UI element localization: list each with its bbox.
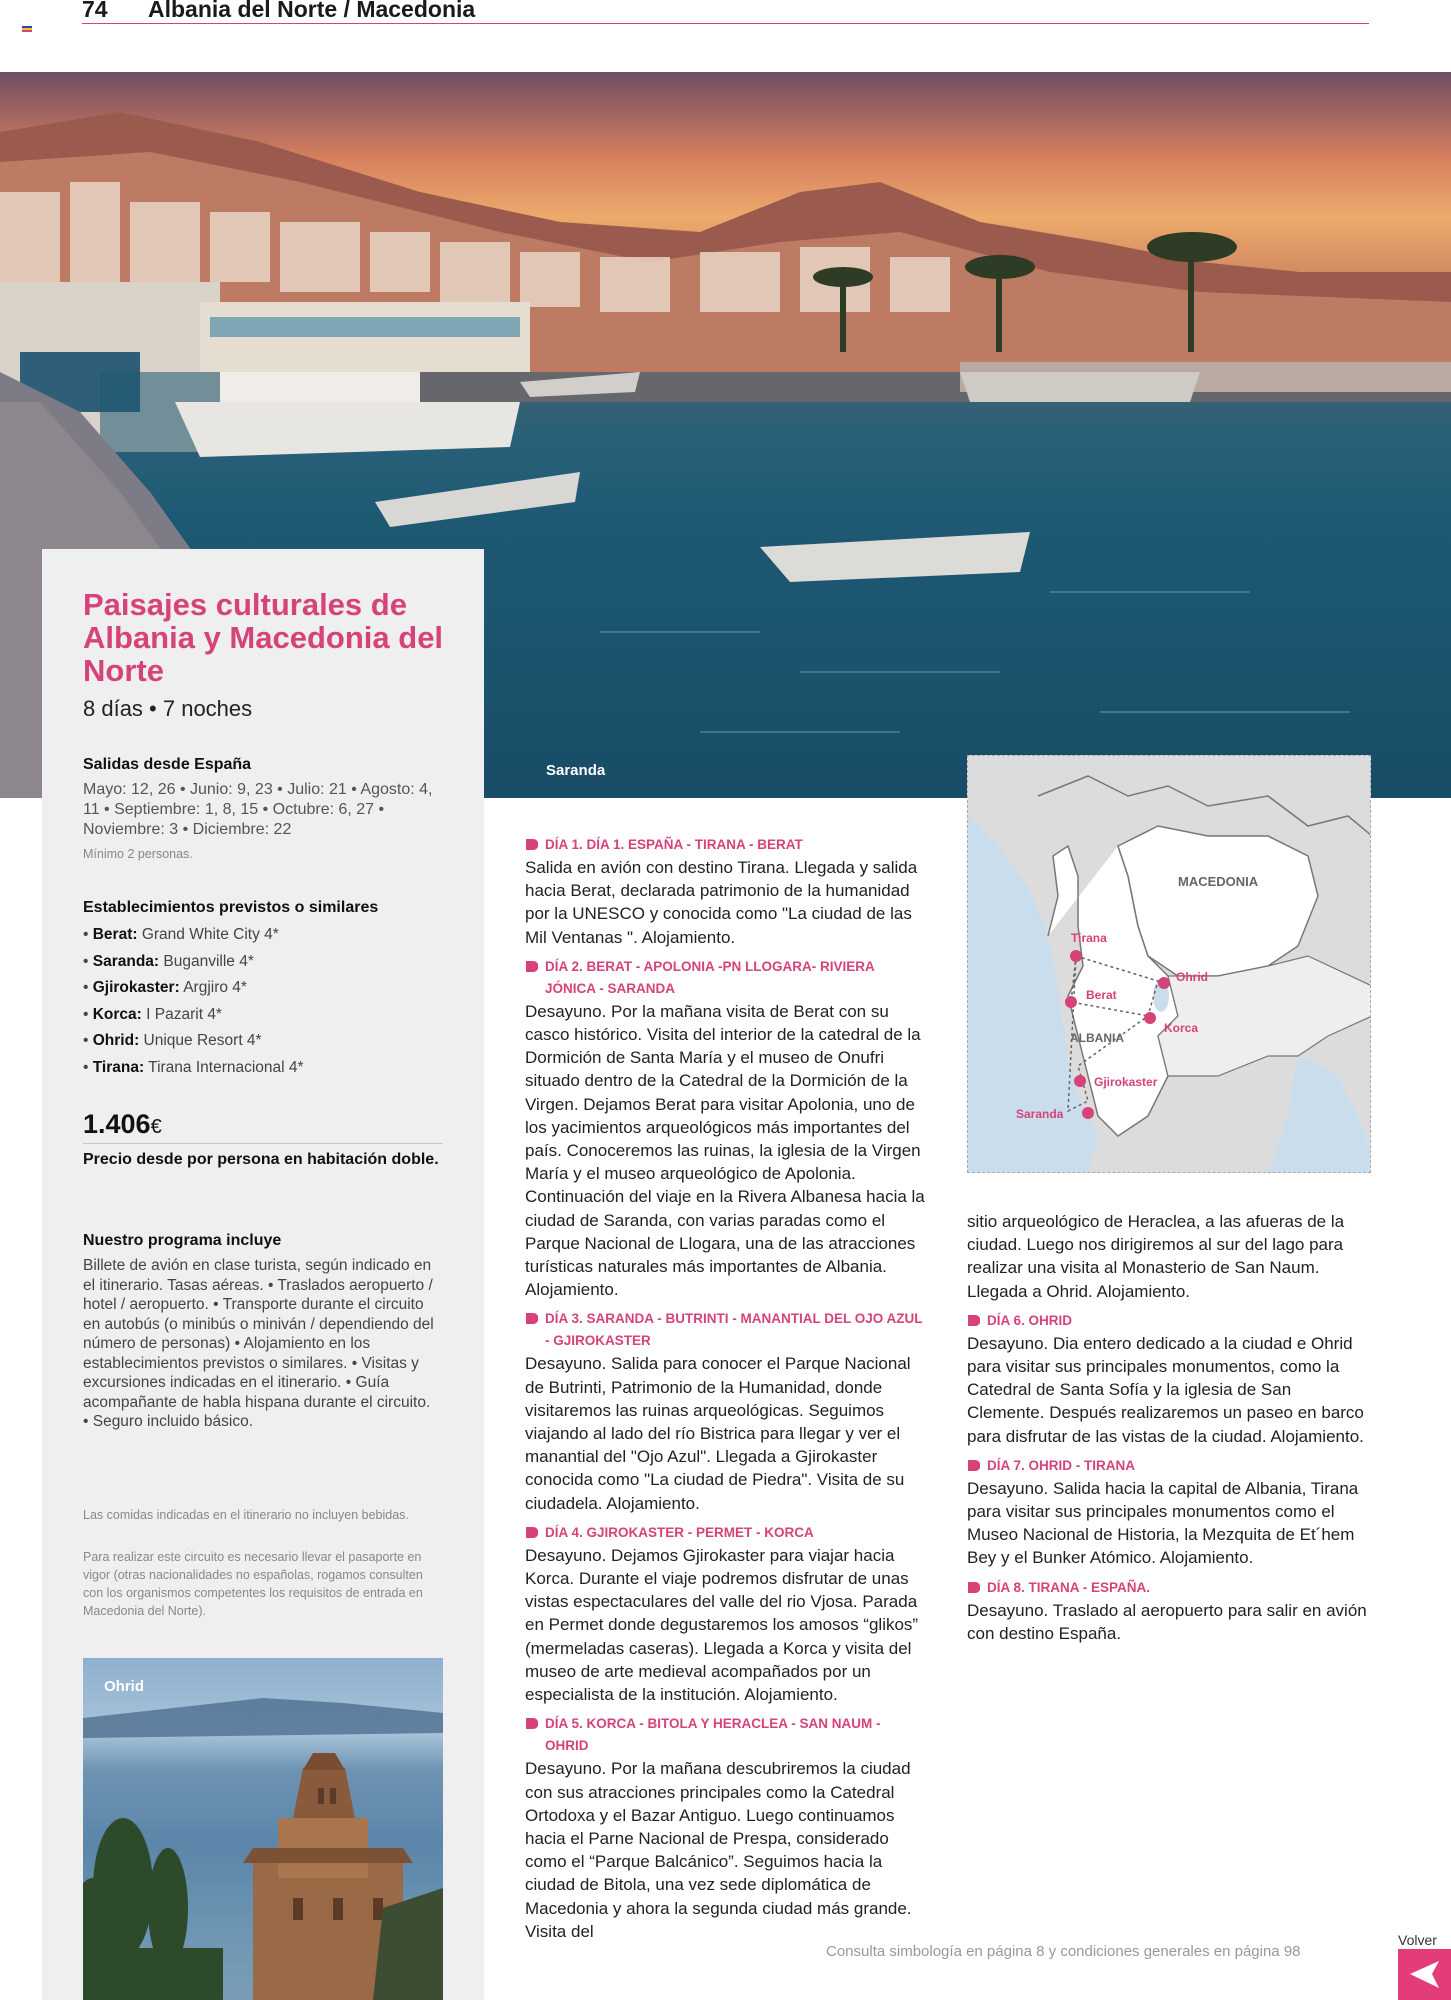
day-text: sitio arqueológico de Heraclea, a las afueras de la ciudad. Luego nos dirigiremos al sur del lago para realizar una visita al Monasterio de San Naum. Llegada a Ohrid. Alojamiento. — [967, 1212, 1345, 1301]
bullet-icon — [967, 1581, 980, 1594]
page-header — [0, 0, 1451, 30]
day-text: Salida en avión con destino Tirana. Llegada y salida hacia Berat, declarada patrimonio de la humanidad por la UNESCO y conocida como "La ciudad de las Mil Ventanas ". Alojamiento. — [525, 858, 918, 947]
day-text: Desayuno. Dia entero dedicado a la ciudad e Ohrid para visitar sus principales monumentos, como la Catedral de Santa Sofía y la iglesia de San Clemente. Después realizaremos un paseo en barco para disfrutar de las vistas de la ciudad. Alojamiento. — [967, 1333, 1364, 1446]
bullet-icon — [967, 1459, 980, 1472]
bullet-icon — [967, 1314, 980, 1327]
hero-caption: Saranda — [546, 762, 606, 779]
day-heading: DÍA 7. OHRID - TIRANA — [967, 1455, 1371, 1477]
flag-icon — [22, 26, 32, 32]
ohrid-caption: Ohrid — [104, 1678, 144, 1695]
day-heading: DÍA 6. OHRID — [967, 1310, 1371, 1332]
bullet-icon — [525, 1717, 538, 1730]
list-item: • Saranda: Buganville 4* — [83, 952, 254, 970]
day-text: Desayuno. Salida hacia la capital de Albania, Tirana para visitar sus principales monumentos como el Museo Nacional de Historia, la Mezquita de Et´hem Bey y el Bunker Atómico. Alojamiento. — [967, 1478, 1359, 1568]
day-heading: DÍA 2. BERAT - APOLONIA -PN LLOGARA- RIVIERA JÓNICA - SARANDA — [525, 956, 927, 1000]
includes-heading: Nuestro programa incluye — [83, 1232, 282, 1249]
list-item: • Berat: Grand White City 4* — [83, 926, 279, 943]
header-divider — [82, 23, 1369, 24]
map-label-macedonia: MACEDONIA — [1178, 874, 1259, 889]
price-currency: € — [150, 1116, 162, 1138]
back-label[interactable]: Volver — [1398, 1932, 1437, 1948]
day-text: Desayuno. Por la mañana visita de Berat con su casco histórico. Visita del interior de la catedral de la Dormición de Santa María y el museo de Onufri situado dentro de la Catedral de la Dormición de la Virgen. Dejamos Berat para visitar Apolonia, uno de los yacimientos arqueológicos más importantes del país. Conoceremos las ruinas, la iglesia de la Virgen María y el museo arqueológico de Apolonia. Continuación del viaje en la Rivera Albanesa hacia la ciudad de Saranda, con varias paradas como el Parque Nacional de Llogara, una de las atracciones turísticas naturales más importantes de Albania. Alojamiento. — [525, 1001, 925, 1300]
price-divider — [83, 1143, 443, 1144]
day-heading: DÍA 5. KORCA - BITOLA Y HERACLEA - SAN NAUM - OHRID — [525, 1713, 927, 1757]
trip-title: Paisajes culturales de Albania y Macedonia del Norte — [83, 587, 444, 688]
day-text: Desayuno. Dejamos Gjirokaster para viajar hacia Korca. Durante el viaje podremos disfrutar de unas vistas espectaculares del valle del rio Vjosa. Parada en Permet donde degustaremos los amosos “glikos” (mermeladas caseras). Llegada a Korca y visita del museo de arte medieval acompañados por un especialista de la institución. Alojamiento. — [525, 1545, 919, 1705]
back-arrow-icon — [1410, 1961, 1439, 1988]
map-label-albania: ALBANIA — [1070, 1031, 1124, 1045]
departures-heading: Salidas desde España — [83, 756, 252, 773]
day-text: Desayuno. Salida para conocer el Parque Nacional de Butrinti, Patrimonio de la Humanidad, donde visitaremos las ruinas arqueológicas. Seguimos viajando al lado del río Bistrica para llegar y ver el manantial del "Ojo Azul". Llegada a Gjirokaster conocida como "La ciudad de Piedra". Visita de su ciudadela. Alojamiento. — [525, 1354, 911, 1513]
map-city-tirana: Tirana — [1071, 931, 1107, 945]
itinerary-column-1 — [525, 834, 927, 1950]
day-text: Desayuno. Por la mañana descubriremos la ciudad con sus atracciones principales como la Catedral Ortodoxa y el Bazar Antiguo. Luego continuamos hacia el Parne Nacional de Prespa, considerado como el “Parque Balcánico”. Seguimos hacia la ciudad de Bitola, una vez sede diplomática de Macedonia y ahora la segunda ciudad más grande. Visita del — [525, 1759, 912, 1941]
map-city-ohrid: Ohrid — [1176, 970, 1208, 984]
route-map — [967, 755, 1371, 1173]
page-title: Albania del Norte / Macedonia — [148, 0, 476, 22]
departures-dates: Mayo: 12, 26 • Junio: 9, 23 • Julio: 21 • Agosto: 4, 11 • Septiembre: 1, 8, 15 • Octubre: 6, 27 • Noviembre: 3 • Diciembre: 22 — [83, 781, 433, 838]
price-amount: 1.406 — [83, 1109, 151, 1139]
list-item: • Gjirokaster: Argjiro 4* — [83, 979, 247, 997]
footer-note: Consulta simbología en página 8 y condiciones generales en página 98 — [826, 1943, 1301, 1960]
bullet-icon — [525, 1526, 538, 1539]
day-heading: DÍA 1. DÍA 1. ESPAÑA - TIRANA - BERAT — [525, 834, 927, 856]
meals-note: Las comidas indicadas en el itinerario no incluyen bebidas. — [83, 1508, 409, 1522]
day-text: Desayuno. Traslado al aeropuerto para salir en avión con destino España. — [967, 1600, 1367, 1643]
map-city-saranda: Saranda — [1016, 1107, 1064, 1121]
ohrid-photo — [83, 1658, 443, 2000]
hotels-heading: Establecimientos previstos o similares — [83, 899, 379, 916]
includes-text: Billete de avión en clase turista, según indicado en el itinerario. Tasas aéreas. • Traslados aeropuerto / hotel / aeropuerto. • Transporte durante el circuito en autobús (o minibús o miniván / dependiendo del número de personas) • Alojamiento en los establecimientos previstos o similares. • Visitas y excursiones indicadas en el itinerario. • Guía acompañante de habla hispana durante el circuito. • Seguro incluido básico. — [83, 1257, 434, 1430]
bullet-icon — [525, 838, 538, 851]
map-city-berat: Berat — [1086, 988, 1117, 1002]
bullet-icon — [525, 960, 538, 973]
list-item: • Tirana: Tirana Internacional 4* — [83, 1058, 304, 1076]
passport-note: Para realizar este circuito es necesario llevar el pasaporte en vigor (otras nacionalidades no españolas, rogamos consulten con los organismos competentes los requisitos de entrada en Macedonia del Norte). — [83, 1550, 423, 1618]
map-city-korca: Korca — [1164, 1021, 1199, 1035]
bullet-icon — [525, 1312, 538, 1325]
page-number: 74 — [82, 0, 108, 22]
map-city-gjirokaster: Gjirokaster — [1094, 1075, 1158, 1089]
itinerary-column-2 — [967, 1210, 1371, 1652]
day-heading: DÍA 3. SARANDA - BUTRINTI - MANANTIAL DEL OJO AZUL - GJIROKASTER — [525, 1308, 927, 1352]
minimum-people: Mínimo 2 personas. — [83, 847, 193, 861]
list-item: • Ohrid: Unique Resort 4* — [83, 1032, 262, 1050]
price — [83, 1109, 162, 1140]
trip-duration: 8 días • 7 noches — [83, 696, 253, 721]
day-heading: DÍA 8. TIRANA - ESPAÑA. — [967, 1577, 1371, 1599]
hotel-list — [83, 922, 443, 1082]
list-item: • Korca: I Pazarit 4* — [83, 1005, 222, 1023]
back-button[interactable] — [1398, 1949, 1451, 2000]
price-description: Precio desde por persona en habitación doble. — [83, 1151, 439, 1168]
day-heading: DÍA 4. GJIROKASTER - PERMET - KORCA — [525, 1522, 927, 1544]
